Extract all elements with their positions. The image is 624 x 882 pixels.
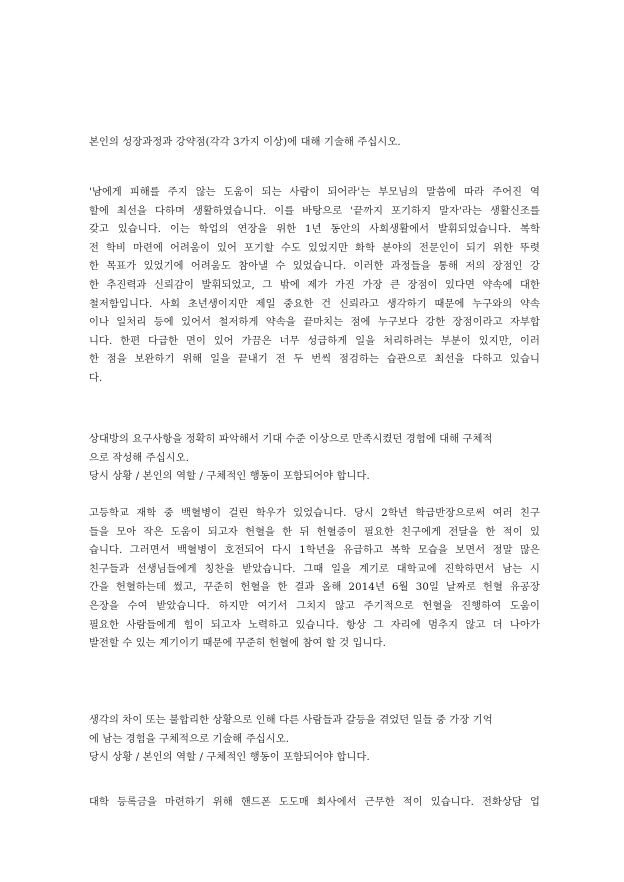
answer-line: 갖고 있습니다. 이는 학업의 연장을 위한 1년 동안의 사회생활에서 발휘되었습니다. 복학 (89, 224, 540, 236)
section2-answer (89, 505, 540, 654)
question-line: 에 남는 경험을 구체적으로 기술해 주십시오. (89, 733, 290, 745)
answer-line: 간을 헌혈하는데 썼고, 꾸준히 헌혈을 한 결과 올해 2014년 6월 30일 날짜로 헌혈 유공장 (89, 582, 540, 594)
question-line: 당시 상황 / 본인의 역할 / 구체적인 행동이 포함되어야 합니다. (89, 471, 370, 483)
section1-answer (89, 184, 540, 389)
section3-answer (89, 794, 540, 813)
question-line: 생각의 차이 또는 불합리한 상황으로 인해 다른 사람들과 갈등을 겪었던 일들 중 가장 기억 (89, 715, 493, 726)
answer-line: 한 목표가 있었기에 어려움도 참아낼 수 있었습니다. 이러한 과정들을 통해 저의 장점인 강 (89, 261, 540, 273)
answer-line: 은장을 수여 받았습니다. 하지만 여기서 그치지 않고 주기적으로 헌혈을 진행하여 도움이 (89, 600, 540, 612)
answer-line: 대학 등록금을 마련하기 위해 핸드폰 도도매 회사에서 근무한 적이 있습니다. 전화상담 업 (89, 797, 540, 808)
question-line: 상대방의 요구사항을 정확히 파악해서 기대 수준 이상으로 만족시켰던 경험에 대해 구체적 (89, 434, 493, 445)
section1-question (89, 134, 540, 153)
answer-line: 다. (89, 372, 103, 384)
answer-line: '남에게 피해를 주지 않는 도움이 되는 사람이 되어라'는 부모님의 말씀에 따라 주어진 역 (89, 187, 540, 198)
section2-question (89, 431, 540, 487)
answer-line: 습니다. 그러면서 백혈병이 호전되어 다시 1학년을 유급하고 복학 모습을 보면서 정말 많은 (89, 545, 540, 557)
answer-line: 전 학비 마련에 어려움이 있어 포기할 수도 있었지만 화학 분야의 전문인이 되기 위한 뚜렷 (89, 242, 540, 254)
question-line: 으로 작성해 주십시오. (89, 452, 190, 464)
answer-line: 필요한 사람들에게 힘이 되고자 노력하고 있습니다. 항상 그 자리에 멈추지 않고 더 나아가 (89, 619, 540, 631)
question-text: 본인의 성장과정과 강약점(각각 3가지 이상)에 대해 기술해 주십시오. (89, 137, 401, 148)
answer-line: 철저함입니다. 사회 초년생이지만 제일 중요한 건 신뢰라고 생각하기 때문에 누구와의 약속 (89, 298, 540, 310)
section3-question (89, 712, 540, 768)
answer-line: 이나 일처리 등에 있어서 철저하게 약속을 끝마치는 점에 누구보다 강한 장점이라고 자부합 (89, 317, 540, 329)
question-line: 당시 상황 / 본인의 역할 / 구체적인 행동이 포함되어야 합니다. (89, 752, 370, 764)
answer-line: 들을 모아 작은 도움이 되고자 헌혈을 한 뒤 헌혈증이 필요한 친구에게 전달을 한 적이 있 (89, 526, 540, 538)
answer-line: 고등학교 재학 중 백혈병이 걸린 학우가 있었습니다. 당시 2학년 학급반장으로써 여러 친구 (89, 508, 540, 519)
answer-line: 한 점을 보완하기 위해 일을 끝내기 전 두 번씩 점검하는 습관으로 최선을 다하고 있습니 (89, 354, 540, 366)
answer-line: 한 추진력과 신뢰감이 발휘되었고, 그 밖에 제가 가진 가장 큰 장점이 있다면 약속에 대한 (89, 279, 540, 291)
answer-line: 니다. 한편 다급한 면이 있어 가끔은 너무 성급하게 일을 처리하려는 부분이 있지만, 이러 (89, 335, 540, 347)
answer-line: 발전할 수 있는 계기이기 때문에 꾸준히 헌혈에 참여 할 것 입니다. (89, 638, 387, 650)
answer-line: 할에 최선을 다하며 생활하였습니다. 이를 바탕으로 '끝까지 포기하지 말자'라는 생활신조를 (89, 205, 540, 217)
answer-line: 친구들과 선생님들에게 칭찬을 받았습니다. 그때 일을 계기로 대학교에 진학하면서 남는 시 (89, 563, 540, 575)
